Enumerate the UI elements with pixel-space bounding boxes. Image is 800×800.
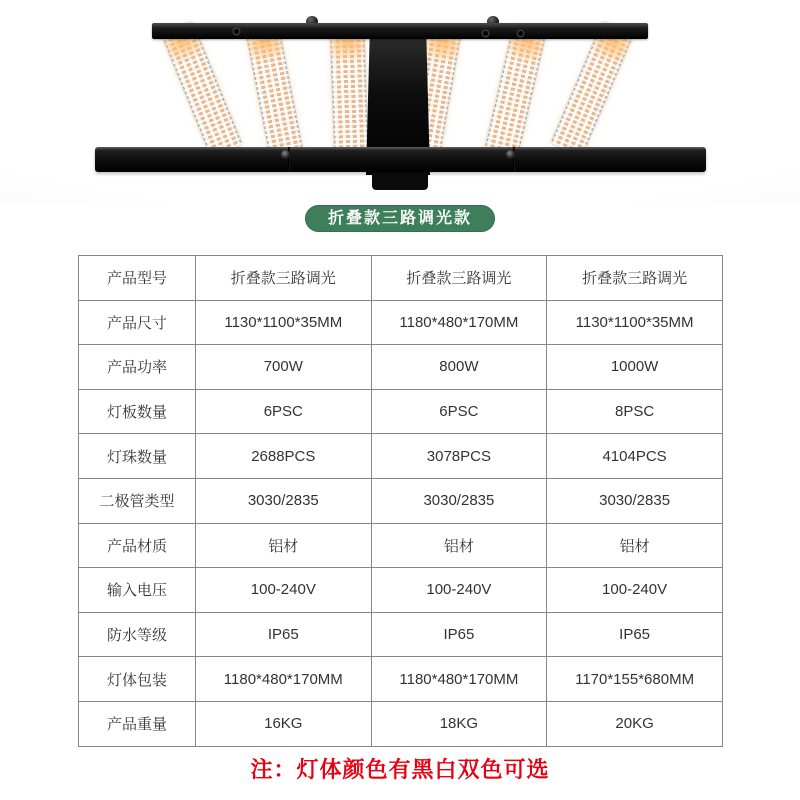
top-rail bbox=[152, 23, 648, 39]
table-row bbox=[79, 568, 723, 613]
spec-value: 6PSC bbox=[196, 389, 372, 434]
spec-value: 铝材 bbox=[547, 523, 723, 568]
spec-value: 1180*480*170MM bbox=[196, 657, 372, 702]
led-bar bbox=[330, 27, 369, 160]
led-bar bbox=[161, 22, 242, 157]
spec-value: 8PSC bbox=[547, 389, 723, 434]
spec-value: 700W bbox=[196, 345, 372, 390]
spec-value: 6PSC bbox=[371, 389, 547, 434]
spec-value: 3030/2835 bbox=[196, 478, 372, 523]
led-bar bbox=[245, 25, 304, 161]
spec-value: IP65 bbox=[547, 612, 723, 657]
table-row bbox=[79, 478, 723, 523]
spec-label: 灯体包装 bbox=[79, 657, 196, 702]
spec-label: 二极管类型 bbox=[79, 478, 196, 523]
color-note: 注：灯体颜色有黑白双色可选 bbox=[250, 757, 550, 782]
spec-label: 灯珠数量 bbox=[79, 434, 196, 479]
spec-table bbox=[78, 255, 723, 747]
table-row bbox=[79, 434, 723, 479]
spec-value: 3078PCS bbox=[371, 434, 547, 479]
spec-value: 铝材 bbox=[371, 523, 547, 568]
spec-value: IP65 bbox=[196, 612, 372, 657]
spec-label: 产品尺寸 bbox=[79, 300, 196, 345]
spec-value: 100-240V bbox=[371, 568, 547, 613]
spec-label: 灯板数量 bbox=[79, 389, 196, 434]
table-row bbox=[79, 345, 723, 390]
spec-label: 输入电压 bbox=[79, 568, 196, 613]
spec-value: 2688PCS bbox=[196, 434, 372, 479]
spec-value: 铝材 bbox=[196, 523, 372, 568]
led-bar bbox=[484, 24, 547, 160]
spec-value: 折叠款三路调光 bbox=[547, 256, 723, 301]
spec-value: 100-240V bbox=[547, 568, 723, 613]
spec-value: 4104PCS bbox=[547, 434, 723, 479]
spec-value: 1000W bbox=[547, 345, 723, 390]
spec-value: 折叠款三路调光 bbox=[371, 256, 547, 301]
table-row bbox=[79, 701, 723, 746]
screw-icon bbox=[483, 31, 488, 36]
spec-value: 3030/2835 bbox=[547, 478, 723, 523]
driver-box bbox=[372, 170, 428, 190]
spec-value: 100-240V bbox=[196, 568, 372, 613]
screw-icon bbox=[234, 29, 239, 34]
spec-value: 16KG bbox=[196, 701, 372, 746]
spec-label: 防水等级 bbox=[79, 612, 196, 657]
table-row bbox=[79, 389, 723, 434]
spec-value: 1130*1100*35MM bbox=[196, 300, 372, 345]
spec-value: 800W bbox=[371, 345, 547, 390]
spec-value: 1170*155*680MM bbox=[547, 657, 723, 702]
spec-value: 1180*480*170MM bbox=[371, 300, 547, 345]
spec-label: 产品功率 bbox=[79, 345, 196, 390]
table-row bbox=[79, 256, 723, 301]
table-row bbox=[79, 523, 723, 568]
hinge-screw-icon bbox=[506, 150, 515, 159]
spec-label: 产品型号 bbox=[79, 256, 196, 301]
model-badge: 折叠款三路调光款 bbox=[305, 205, 495, 232]
screw-icon bbox=[518, 31, 523, 36]
bottom-rail bbox=[95, 147, 706, 172]
spec-value: 3030/2835 bbox=[371, 478, 547, 523]
spec-value: 1180*480*170MM bbox=[371, 657, 547, 702]
spec-label: 产品重量 bbox=[79, 701, 196, 746]
spec-value: IP65 bbox=[371, 612, 547, 657]
led-bar bbox=[551, 21, 634, 156]
table-row bbox=[79, 612, 723, 657]
spec-value: 1130*1100*35MM bbox=[547, 300, 723, 345]
product-image bbox=[0, 0, 800, 204]
spec-value: 折叠款三路调光 bbox=[196, 256, 372, 301]
table-row bbox=[79, 300, 723, 345]
spec-label: 产品材质 bbox=[79, 523, 196, 568]
spec-value: 20KG bbox=[547, 701, 723, 746]
table-row bbox=[79, 657, 723, 702]
spec-value: 18KG bbox=[371, 701, 547, 746]
hinge-screw-icon bbox=[281, 150, 290, 159]
